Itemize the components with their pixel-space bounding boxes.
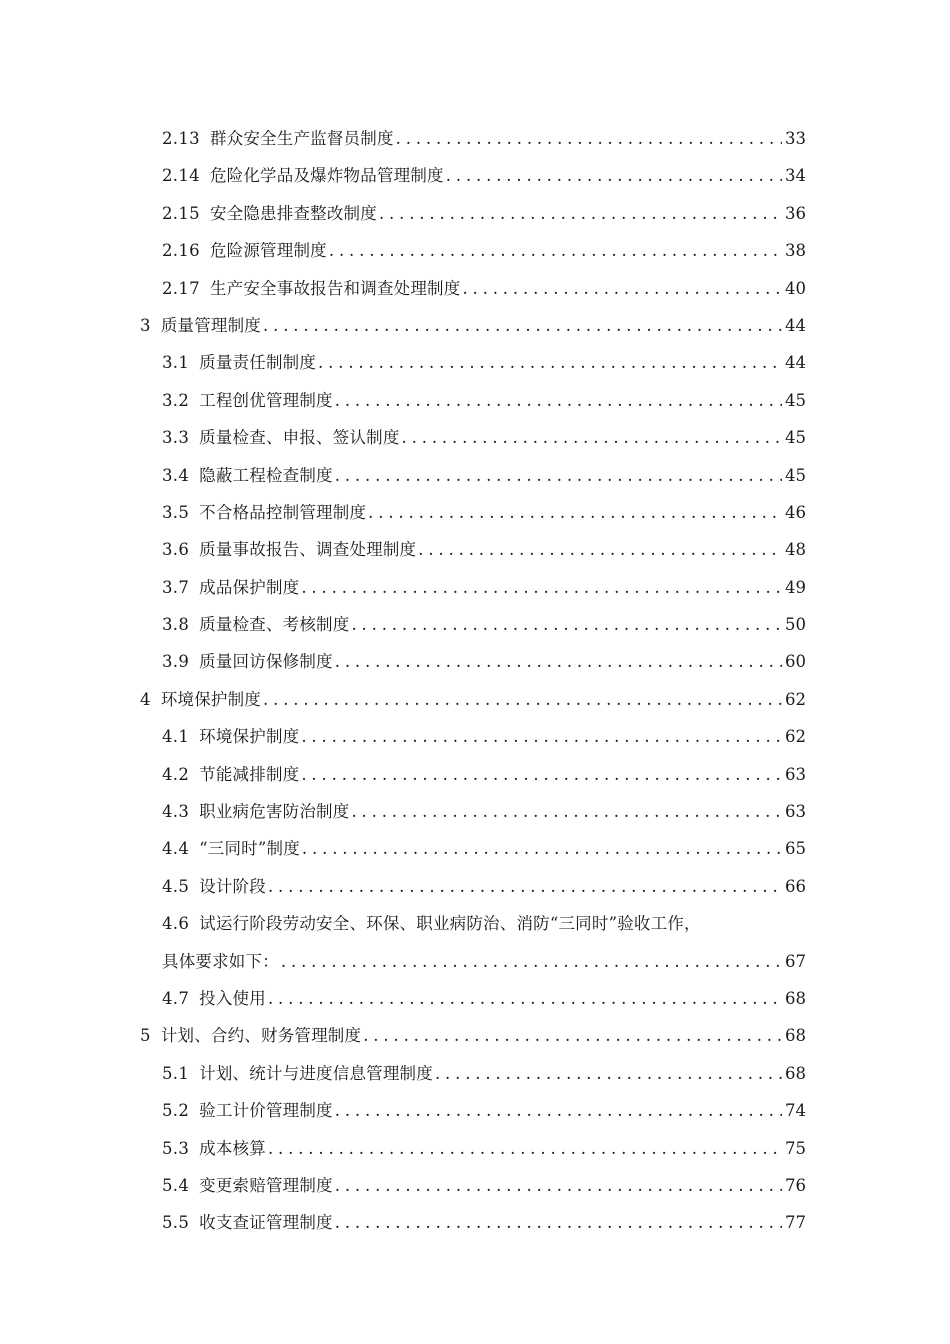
toc-entry-row <box>162 1055 806 1092</box>
toc-dot-leader <box>268 868 782 905</box>
toc-entry[interactable] <box>0 1092 950 1129</box>
toc-entry-page-number: 34 <box>785 166 806 186</box>
toc-entry-title: 不合格品控制管理制度 <box>199 502 367 522</box>
toc-entry[interactable] <box>0 419 950 456</box>
toc-entry-title: 生产安全事故报告和调查处理制度 <box>209 278 461 298</box>
toc-entry[interactable] <box>0 868 950 905</box>
toc-entry-number: 4.7 <box>162 989 190 1008</box>
toc-entry-row <box>162 494 806 531</box>
toc-dot-leader <box>335 457 782 494</box>
toc-entry-row <box>140 307 806 344</box>
toc-entry-page-number: 40 <box>785 278 806 298</box>
toc-entry-title: 安全隐患排查整改制度 <box>209 203 377 223</box>
toc-entry-number: 4.2 <box>162 764 190 784</box>
toc-entry[interactable] <box>0 905 950 980</box>
toc-entry-title: 成品保护制度 <box>199 577 300 597</box>
toc-entry-page-number: 49 <box>785 577 806 597</box>
toc-entry-row <box>162 793 806 830</box>
toc-entry-title: 质量回访保修制度 <box>199 652 333 672</box>
toc-entry-page-number: 77 <box>785 1213 806 1233</box>
toc-entry-number: 2.14 <box>162 166 200 186</box>
toc-entry-title: 工程创优管理制度 <box>199 390 333 410</box>
table-of-contents <box>0 120 950 1242</box>
toc-entry-page-number: 45 <box>785 428 806 448</box>
toc-entry-row <box>162 419 806 456</box>
toc-dot-leader <box>301 718 782 755</box>
toc-entry-page-number: 45 <box>785 390 806 410</box>
toc-dot-leader <box>263 681 782 718</box>
toc-entry[interactable] <box>0 157 950 194</box>
toc-entry-number: 5.2 <box>162 1101 190 1121</box>
toc-entry-row <box>162 943 806 980</box>
toc-entry-number: 3.7 <box>162 577 190 597</box>
toc-entry-page-number: 63 <box>785 802 806 822</box>
toc-entry[interactable] <box>0 1204 950 1241</box>
toc-entry-number: 4.4 <box>162 839 190 859</box>
toc-dot-leader <box>363 1017 782 1054</box>
toc-entry-page-number: 62 <box>785 727 806 747</box>
toc-entry-page-number: 74 <box>785 1101 806 1121</box>
toc-entry-page-number: 50 <box>785 615 806 635</box>
toc-dot-leader <box>402 419 782 456</box>
toc-entry-row <box>162 120 806 157</box>
toc-entry-page-number: 67 <box>785 951 806 971</box>
toc-entry-title: 环境保护制度 <box>160 689 262 709</box>
toc-entry-row <box>162 1092 806 1129</box>
toc-entry[interactable] <box>0 307 950 344</box>
toc-dot-leader <box>335 643 782 680</box>
toc-entry[interactable] <box>0 120 950 157</box>
toc-entry-title: 危险源管理制度 <box>209 241 327 261</box>
toc-entry-row <box>162 1167 806 1204</box>
toc-entry[interactable] <box>0 793 950 830</box>
toc-dot-leader <box>263 307 782 344</box>
toc-entry-number: 5.1 <box>162 1063 190 1083</box>
toc-entry[interactable] <box>0 1167 950 1204</box>
toc-entry[interactable] <box>0 232 950 269</box>
toc-entry-row <box>162 718 806 755</box>
toc-entry-title: 试运行阶段劳动安全、环保、职业病防治、消防“三同时”验收工作， <box>199 914 701 934</box>
toc-entry-title: 设计阶段 <box>199 876 266 896</box>
toc-entry[interactable] <box>0 1055 950 1092</box>
toc-dot-leader <box>379 195 782 232</box>
toc-entry-title: 验工计价管理制度 <box>199 1101 333 1121</box>
toc-entry-page-number: 45 <box>785 465 806 485</box>
toc-dot-leader <box>418 531 782 568</box>
toc-entry-row <box>162 157 806 194</box>
toc-entry-number: 5.5 <box>162 1213 190 1233</box>
toc-entry-row <box>140 1017 806 1054</box>
toc-entry-title: 危险化学品及爆炸物品管理制度 <box>209 166 444 186</box>
toc-entry-page-number: 36 <box>785 203 806 223</box>
toc-entry-title: 群众安全生产监督员制度 <box>209 129 394 148</box>
toc-entry-page-number: 38 <box>785 241 806 261</box>
toc-dot-leader <box>446 157 782 194</box>
toc-entry-row <box>162 195 806 232</box>
toc-entry-number: 3.1 <box>162 353 190 373</box>
toc-dot-leader <box>335 1204 782 1241</box>
toc-entry-page-number: 68 <box>785 1063 806 1083</box>
toc-entry[interactable] <box>0 718 950 755</box>
toc-entry-page-number: 44 <box>785 315 806 335</box>
toc-entry-row <box>162 980 806 1017</box>
toc-entry-page-number: 66 <box>785 876 806 896</box>
toc-entry-title: 质量事故报告、调查处理制度 <box>199 540 417 560</box>
toc-entry-number: 3 <box>140 315 151 335</box>
toc-dot-leader <box>329 232 782 269</box>
toc-dot-leader <box>268 980 782 1017</box>
toc-entry-title: 环境保护制度 <box>199 727 300 747</box>
toc-entry-title: 变更索赔管理制度 <box>199 1175 333 1195</box>
toc-entry-page-number: 62 <box>785 689 806 709</box>
toc-entry-title: 计划、合约、财务管理制度 <box>160 1026 362 1046</box>
toc-entry[interactable] <box>0 531 950 568</box>
toc-entry[interactable] <box>0 382 950 419</box>
toc-entry-row <box>162 643 806 680</box>
toc-entry-number: 5 <box>140 1026 151 1046</box>
toc-dot-leader <box>351 606 782 643</box>
toc-entry-page-number: 63 <box>785 764 806 784</box>
toc-entry-page-number: 75 <box>785 1138 806 1158</box>
toc-entry[interactable] <box>0 1130 950 1167</box>
toc-entry-number: 2.16 <box>162 241 200 261</box>
toc-entry[interactable] <box>0 643 950 680</box>
toc-entry-number: 3.3 <box>162 428 190 448</box>
toc-entry-page-number: 68 <box>785 989 806 1008</box>
toc-dot-leader <box>396 120 782 157</box>
toc-entry-title: 计划、统计与进度信息管理制度 <box>199 1063 433 1083</box>
toc-dot-leader <box>462 270 782 307</box>
toc-entry-number: 2.15 <box>162 203 200 223</box>
toc-dot-leader <box>335 1167 782 1204</box>
toc-entry-number: 4.5 <box>162 876 190 896</box>
toc-entry[interactable] <box>0 980 950 1017</box>
toc-dot-leader <box>335 1092 782 1129</box>
toc-entry-row <box>162 457 806 494</box>
toc-entry-row <box>162 232 806 269</box>
toc-entry-first-line <box>162 905 950 942</box>
toc-entry-row <box>162 1204 806 1241</box>
toc-entry-row <box>162 382 806 419</box>
toc-entry-row <box>162 756 806 793</box>
toc-entry-row <box>140 681 806 718</box>
toc-entry-row <box>162 606 806 643</box>
toc-entry-page-number: 46 <box>785 502 806 522</box>
toc-entry-row <box>162 531 806 568</box>
toc-dot-leader <box>301 569 782 606</box>
toc-entry[interactable] <box>0 494 950 531</box>
toc-dot-leader <box>368 494 782 531</box>
toc-entry[interactable] <box>0 756 950 793</box>
toc-dot-leader <box>281 943 782 980</box>
toc-entry[interactable] <box>0 606 950 643</box>
toc-entry-page-number: 65 <box>785 839 806 859</box>
toc-entry-row <box>162 1130 806 1167</box>
toc-entry-number: 3.6 <box>162 540 190 560</box>
toc-dot-leader <box>302 830 782 867</box>
toc-entry-title: 节能减排制度 <box>199 764 300 784</box>
toc-entry-number: 4.1 <box>162 727 190 747</box>
toc-entry-title: 职业病危害防治制度 <box>199 802 350 822</box>
toc-entry[interactable] <box>0 681 950 718</box>
toc-entry[interactable] <box>0 569 950 606</box>
toc-dot-leader <box>268 1130 782 1167</box>
toc-entry-page-number: 33 <box>785 129 806 148</box>
toc-entry-number: 4.3 <box>162 802 190 822</box>
toc-dot-leader <box>435 1055 782 1092</box>
toc-entry-row <box>162 830 806 867</box>
toc-entry-number: 5.3 <box>162 1138 190 1158</box>
toc-entry-title: “三同时”制度 <box>199 839 300 859</box>
toc-entry-number: 5.4 <box>162 1175 190 1195</box>
toc-entry-title: 隐蔽工程检查制度 <box>199 465 333 485</box>
toc-entry-title: 成本核算 <box>199 1138 266 1158</box>
toc-entry-title: 质量检查、考核制度 <box>199 615 350 635</box>
toc-entry-title: 投入使用 <box>199 989 266 1008</box>
toc-dot-leader <box>318 344 782 381</box>
toc-entry-page-number: 44 <box>785 353 806 373</box>
toc-entry-number: 4.6 <box>162 914 190 934</box>
toc-entry-row <box>162 868 806 905</box>
toc-entry-number: 2.17 <box>162 278 200 298</box>
toc-entry[interactable] <box>0 344 950 381</box>
toc-entry-number: 4 <box>140 689 151 709</box>
toc-entry-title: 收支查证管理制度 <box>199 1213 333 1233</box>
toc-entry[interactable] <box>0 1017 950 1054</box>
toc-entry-row <box>162 344 806 381</box>
toc-entry-title: 质量管理制度 <box>160 315 262 335</box>
toc-entry-number: 3.9 <box>162 652 190 672</box>
toc-entry[interactable] <box>0 195 950 232</box>
toc-entry-number: 3.4 <box>162 465 190 485</box>
toc-entry-number: 2.13 <box>162 129 200 148</box>
toc-entry-page-number: 60 <box>785 652 806 672</box>
toc-entry-number: 3.5 <box>162 502 190 522</box>
toc-dot-leader <box>335 382 782 419</box>
toc-dot-leader <box>351 793 782 830</box>
toc-entry[interactable] <box>0 457 950 494</box>
toc-entry-number: 3.8 <box>162 615 190 635</box>
toc-entry-page-number: 76 <box>785 1175 806 1195</box>
toc-entry-title-continued: 具体要求如下： <box>162 951 279 971</box>
toc-entry-title: 质量责任制制度 <box>199 353 317 373</box>
toc-entry[interactable] <box>0 270 950 307</box>
toc-entry-row <box>162 270 806 307</box>
toc-entry[interactable] <box>0 830 950 867</box>
toc-entry-number: 3.2 <box>162 390 190 410</box>
toc-entry-page-number: 68 <box>785 1026 806 1046</box>
toc-dot-leader <box>301 756 782 793</box>
toc-entry-page-number: 48 <box>785 540 806 560</box>
toc-entry-row <box>162 569 806 606</box>
toc-entry-title: 质量检查、申报、签认制度 <box>199 428 400 448</box>
